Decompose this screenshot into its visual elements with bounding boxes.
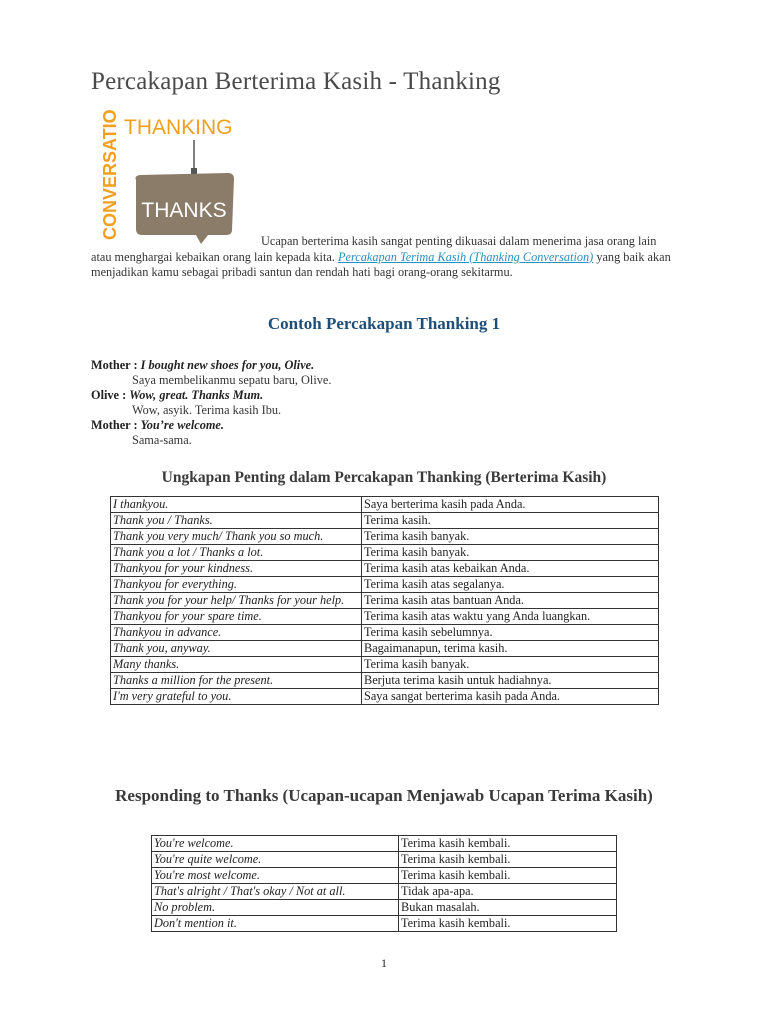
- indonesian-translation: Terima kasih atas bantuan Anda.: [362, 593, 659, 609]
- intro-paragraph: [91, 234, 671, 281]
- indonesian-translation: Terima kasih banyak.: [362, 657, 659, 673]
- english-expression: Many thanks.: [111, 657, 362, 673]
- english-expression: No problem.: [152, 900, 399, 916]
- indonesian-translation: Terima kasih banyak.: [362, 529, 659, 545]
- indonesian-translation: Saya berterima kasih pada Anda.: [362, 497, 659, 513]
- table-row: [111, 529, 659, 545]
- table-row: [152, 852, 617, 868]
- indonesian-translation: Terima kasih sebelumnya.: [362, 625, 659, 641]
- logo-bubble-text: THANKS: [141, 199, 227, 222]
- table-row: [111, 609, 659, 625]
- intro-text-before: Ucapan berterima kasih sangat penting dikuasai dalam menerima jasa orang lain atau menghargai kebaikan orang lain kepada kita.: [91, 234, 657, 264]
- table-row: [152, 884, 617, 900]
- indonesian-translation: Terima kasih kembali.: [399, 836, 617, 852]
- expressions-table: [110, 496, 659, 705]
- indonesian-translation: Bukan masalah.: [399, 900, 617, 916]
- table-row: [111, 673, 659, 689]
- table-row: [111, 513, 659, 529]
- english-expression: You're welcome.: [152, 836, 399, 852]
- logo-heading-text: THANKING: [124, 116, 233, 139]
- section1-heading: Contoh Percakapan Thanking 1: [267, 314, 501, 333]
- table-row: [111, 593, 659, 609]
- english-expression: Thank you very much/ Thank you so much.: [111, 529, 362, 545]
- indonesian-translation: Saya sangat berterima kasih pada Anda.: [362, 689, 659, 705]
- english-expression: That's alright / That's okay / Not at all.: [152, 884, 399, 900]
- page-number: 1: [381, 956, 387, 970]
- indonesian-translation: Terima kasih atas waktu yang Anda luangkan.: [362, 609, 659, 625]
- table-row: [111, 625, 659, 641]
- indonesian-translation: Terima kasih.: [362, 513, 659, 529]
- table-row: [111, 545, 659, 561]
- english-expression: Thankyou for everything.: [111, 577, 362, 593]
- conversation: [91, 358, 331, 448]
- english-expression: Don't mention it.: [152, 916, 399, 932]
- indonesian-translation: Bagaimanapun, terima kasih.: [362, 641, 659, 657]
- english-expression: Thank you for your help/ Thanks for your help.: [111, 593, 362, 609]
- thanks-bubble-icon: [96, 110, 266, 246]
- conversation-translation: Wow, asyik. Terima kasih Ibu.: [132, 403, 282, 417]
- english-expression: Thanks a million for the present.: [111, 673, 362, 689]
- indonesian-translation: Terima kasih kembali.: [399, 852, 617, 868]
- english-expression: Thankyou for your kindness.: [111, 561, 362, 577]
- indonesian-translation: Terima kasih kembali.: [399, 916, 617, 932]
- indonesian-translation: Tidak apa-apa.: [399, 884, 617, 900]
- english-expression: Thankyou for your spare time.: [111, 609, 362, 625]
- english-expression: I'm very grateful to you.: [111, 689, 362, 705]
- english-expression: You're quite welcome.: [152, 852, 399, 868]
- table-row: [111, 641, 659, 657]
- conversation-translation: Sama-sama.: [132, 433, 192, 447]
- table-row: [111, 561, 659, 577]
- table-row: [152, 868, 617, 884]
- indonesian-translation: Terima kasih kembali.: [399, 868, 617, 884]
- indonesian-translation: Terima kasih banyak.: [362, 545, 659, 561]
- english-expression: You're most welcome.: [152, 868, 399, 884]
- indonesian-translation: Terima kasih atas segalanya.: [362, 577, 659, 593]
- section3-heading: Responding to Thanks (Ucapan-ucapan Menjawab Ucapan Terima Kasih): [115, 786, 653, 805]
- intro-text-after: yang baik akan menjadikan kamu sebagai pribadi santun dan rendah hati bagi orang-orang sekitarmu.: [91, 249, 671, 279]
- table-row: [111, 657, 659, 673]
- conversation-line: Olive : Wow, great. Thanks Mum.: [91, 388, 264, 402]
- conversation-line: Mother : I bought new shoes for you, Olive.: [91, 358, 315, 372]
- table-row: [111, 497, 659, 513]
- thanking-conversation-logo: [96, 110, 266, 246]
- english-expression: Thank you / Thanks.: [111, 513, 362, 529]
- table-row: [152, 916, 617, 932]
- conversation-translation: Saya membelikanmu sepatu baru, Olive.: [132, 373, 332, 387]
- table-row: [111, 689, 659, 705]
- english-expression: Thank you a lot / Thanks a lot.: [111, 545, 362, 561]
- table-row: [111, 577, 659, 593]
- responses-table: [151, 835, 617, 932]
- indonesian-translation: Terima kasih atas kebaikan Anda.: [362, 561, 659, 577]
- page-title: Percakapan Berterima Kasih - Thanking: [91, 68, 501, 95]
- conversation-line: Mother : You’re welcome.: [91, 418, 224, 432]
- english-expression: Thankyou in advance.: [111, 625, 362, 641]
- section2-heading: Ungkapan Penting dalam Percakapan Thanking (Berterima Kasih): [161, 469, 607, 486]
- indonesian-translation: Berjuta terima kasih untuk hadiahnya.: [362, 673, 659, 689]
- english-expression: I thankyou.: [111, 497, 362, 513]
- logo-vertical-text: CONVERSATION: [100, 110, 120, 240]
- thanking-conversation-link[interactable]: Percakapan Terima Kasih (Thanking Conversation): [337, 249, 594, 264]
- table-row: [152, 900, 617, 916]
- table-row: [152, 836, 617, 852]
- english-expression: Thank you, anyway.: [111, 641, 362, 657]
